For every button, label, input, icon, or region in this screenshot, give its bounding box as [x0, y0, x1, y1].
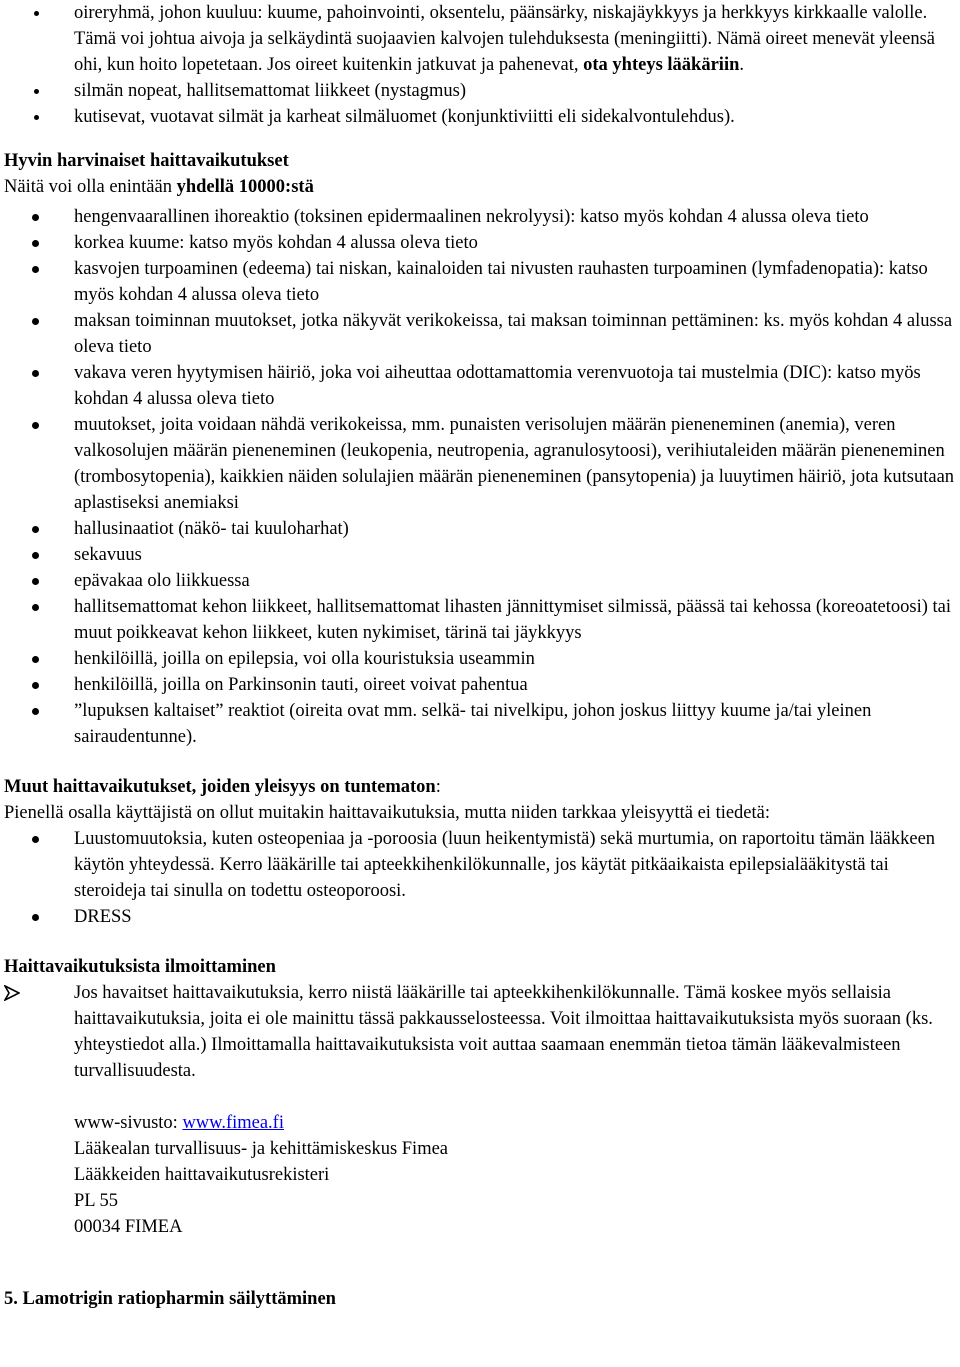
- po-box: PL 55: [74, 1191, 119, 1211]
- list-item: Luustomuutoksia, kuten osteopeniaa ja -poroosia (luun heikentymistä) sekä murtumia, on raportoitu tämän lääkkeen käytön yhteydessä. Kerro lääkärille tai apteekkihenkilökunnalle, jos käytät pitkäaikaista epilepsialääkitystä tai steroideja tai sinulla on todettu osteoporoosi.: [4, 826, 956, 904]
- list-item: kutisevat, vuotavat silmät ja karheat silmäluomet (konjunktiviitti eli sidekalvontulehdus).: [4, 104, 956, 130]
- reporting-list: [4, 980, 956, 1084]
- list-item: sekavuus: [4, 542, 956, 568]
- registry-name: Lääkkeiden haittavaikutusrekisteri: [74, 1165, 330, 1185]
- very-rare-section: [4, 148, 956, 750]
- list-item: silmän nopeat, hallitsemattomat liikkeet (nystagmus): [4, 78, 956, 104]
- list-item: korkea kuume: katso myös kohdan 4 alussa oleva tieto: [4, 230, 956, 256]
- list-item: ”lupuksen kaltaiset” reaktiot (oireita ovat mm. selkä- tai nivelkipu, johon joskus liittyy kuume ja/tai yleinen sairaudentunne).: [4, 698, 956, 750]
- reporting-section: [4, 954, 956, 1240]
- section-heading: Hyvin harvinaiset haittavaikutukset: [4, 151, 289, 171]
- list-item: henkilöillä, joilla on epilepsia, voi olla kouristuksia useammin: [4, 646, 956, 672]
- website-line: www-sivusto: www.fimea.fi: [74, 1113, 284, 1133]
- unknown-frequency-section: [4, 774, 956, 930]
- postal-address: 00034 FIMEA: [74, 1217, 183, 1237]
- section-subtitle: Näitä voi olla enintään yhdellä 10000:stä: [4, 177, 314, 197]
- contact-info: [4, 1110, 956, 1240]
- document-page: [4, 0, 956, 1312]
- next-section-heading: 5. Lamotrigin ratiopharmin säilyttäminen: [4, 1289, 336, 1309]
- list-item: Jos havaitset haittavaikutuksia, kerro niistä lääkärille tai apteekkihenkilökunnalle. Tämä koskee myös sellaisia haittavaikutuksia, joita ei ole mainittu tässä pakkausselosteessa. Voit ilmoittaa haittavaikutuksista myös suoraan (ks. yhteystiedot alla.) Ilmoittamalla haittavaikutuksista voit auttaa saamaan enemmän tietoa tämän lääkevalmisteen turvallisuudesta.: [4, 980, 956, 1084]
- list-item: hallusinaatiot (näkö- tai kuuloharhat): [4, 516, 956, 542]
- org-name: Lääkealan turvallisuus- ja kehittämiskeskus Fimea: [74, 1139, 449, 1159]
- unknown-frequency-list: [4, 826, 956, 930]
- list-item: vakava veren hyytymisen häiriö, joka voi aiheuttaa odottamattomia verenvuotoja tai mustelmia (DIC): katso myös kohdan 4 alussa oleva tieto: [4, 360, 956, 412]
- very-rare-list: [4, 204, 956, 750]
- list-item: kasvojen turpoaminen (edeema) tai niskan, kainaloiden tai nivusten rauhasten turpoaminen (lymfadenopatia): katso myös kohdan 4 alussa oleva tieto: [4, 256, 956, 308]
- arrow-bullet-icon: [4, 985, 20, 1001]
- list-item: oireryhmä, johon kuuluu: kuume, pahoinvointi, oksentelu, päänsärky, niskajäykkyys ja herkkyys kirkkaalle valolle. Tämä voi johtua aivoja ja selkäydintä suojaavien kalvojen tulehduksesta (meningiitti). Nämä oireet menevät yleensä ohi, kun hoito lopetetaan. Jos oireet kuitenkin jatkuvat ja pahenevat, ota yhteys lääkäriin.: [4, 0, 956, 78]
- list-item: muutokset, joita voidaan nähdä verikokeissa, mm. punaisten verisolujen määrän pieneneminen (anemia), veren valkosolujen määrän pieneneminen (leukopenia, neutropenia, agranulosytoosi), verihiutaleiden määrän pieneneminen (trombosytopenia), kaikkien näiden solulajien määrän pieneneminen (pansytopenia) ja luuytimen häiriö, jota kutsutaan aplastiseksi anemiaksi: [4, 412, 956, 516]
- fimea-link[interactable]: www.fimea.fi: [182, 1113, 284, 1133]
- intro-list: [4, 0, 956, 130]
- section-heading: Haittavaikutuksista ilmoittaminen: [4, 957, 276, 977]
- section-heading: Muut haittavaikutukset, joiden yleisyys on tuntematon:: [4, 777, 441, 797]
- list-item: DRESS: [4, 904, 956, 930]
- list-item: hengenvaarallinen ihoreaktio (toksinen epidermaalinen nekrolyysi): katso myös kohdan 4 alussa oleva tieto: [4, 204, 956, 230]
- list-item: henkilöillä, joilla on Parkinsonin tauti, oireet voivat pahentua: [4, 672, 956, 698]
- list-item: epävakaa olo liikkuessa: [4, 568, 956, 594]
- list-item: maksan toiminnan muutokset, jotka näkyvät verikokeissa, tai maksan toiminnan pettäminen: ks. myös kohdan 4 alussa oleva tieto: [4, 308, 956, 360]
- section-intro: Pienellä osalla käyttäjistä on ollut muitakin haittavaikutuksia, mutta niiden tarkkaa yleisyyttä ei tiedetä:: [4, 803, 771, 823]
- list-item: hallitsemattomat kehon liikkeet, hallitsemattomat lihasten jännittymiset silmissä, päässä tai kehossa (koreoatetoosi) tai muut poikkeavat kehon liikkeet, kuten nykimiset, tärinä tai jäykkyys: [4, 594, 956, 646]
